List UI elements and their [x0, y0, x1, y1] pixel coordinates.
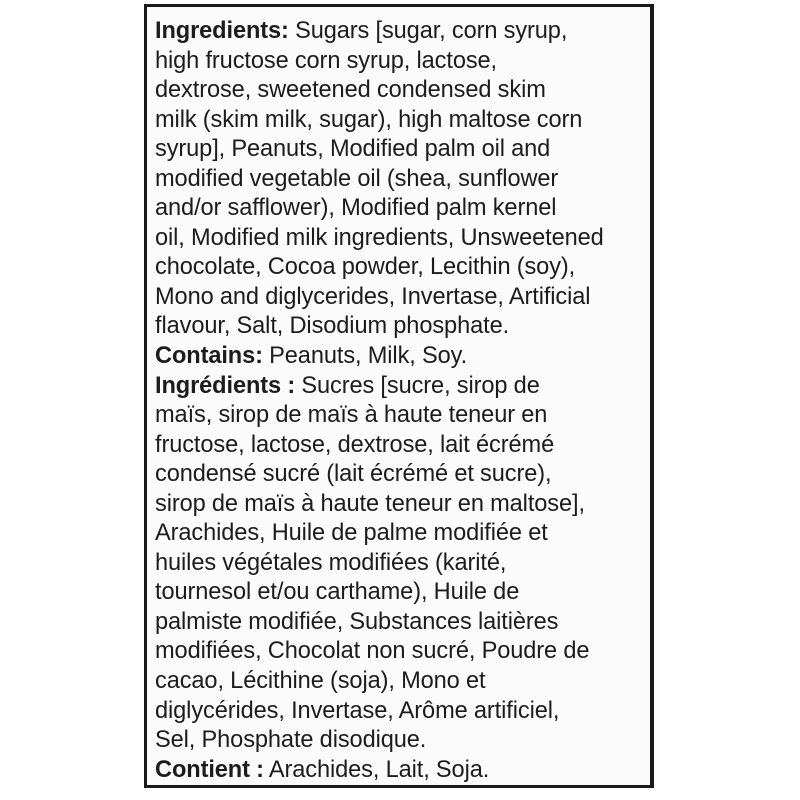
en-ingredients-line-1: [155, 17, 644, 47]
en-ingredients-heading: Ingredients:: [155, 18, 289, 44]
fr-ingredients-line: diglycérides, Invertase, Arôme artificiel,: [155, 697, 560, 724]
en-ingredients-line: high fructose corn syrup, lactose,: [155, 47, 498, 74]
ingredients-text-block: [155, 17, 644, 785]
fr-ingredients-line: Sel, Phosphate disodique.: [155, 727, 427, 754]
fr-ingredients-text: Sucres [sucre, sirop de: [295, 372, 540, 399]
en-ingredients-line: syrup], Peanuts, Modified palm oil and: [155, 136, 551, 163]
en-ingredients-text: Sugars [sugar, corn syrup,: [288, 18, 568, 44]
fr-ingredients-line: Arachides, Huile de palme modifiée et: [155, 520, 548, 547]
en-ingredients-line: Mono and diglycerides, Invertase, Artificial: [155, 283, 591, 310]
en-contains-line: [155, 342, 644, 372]
fr-contains-line: [155, 756, 644, 786]
en-ingredients-line: chocolate, Cocoa powder, Lecithin (soy),: [155, 254, 576, 281]
en-ingredients-line: dextrose, sweetened condensed skim: [155, 77, 546, 104]
en-ingredients-line: and/or safflower), Modified palm kernel: [155, 195, 557, 222]
ingredients-label-panel: [144, 4, 654, 788]
fr-ingredients-line: tournesol et/ou carthame), Huile de: [155, 579, 520, 606]
fr-ingredients-line-1: [155, 372, 644, 402]
fr-ingredients-line: huiles végétales modifiées (karité,: [155, 549, 507, 576]
fr-ingredients-line: sirop de maïs à haute teneur en maltose],: [155, 490, 585, 517]
fr-ingredients-line: cacao, Lécithine (soja), Mono et: [155, 668, 486, 695]
fr-ingredients-heading: Ingrédients :: [155, 372, 296, 399]
fr-ingredients-line: maïs, sirop de maïs à haute teneur en: [155, 402, 548, 429]
fr-ingredients-line: fructose, lactose, dextrose, lait écrémé: [155, 431, 555, 458]
fr-contains-heading: Contient :: [155, 756, 264, 783]
fr-ingredients-line: palmiste modifiée, Substances laitières: [155, 608, 559, 635]
en-ingredients-line: oil, Modified milk ingredients, Unsweetened: [155, 224, 604, 251]
en-ingredients-line: flavour, Salt, Disodium phosphate.: [155, 313, 510, 340]
fr-ingredients-line: modifiées, Chocolat non sucré, Poudre de: [155, 638, 590, 665]
fr-contains-text: Arachides, Lait, Soja.: [263, 756, 490, 783]
en-contains-heading: Contains:: [155, 343, 263, 370]
en-ingredients-line: modified vegetable oil (shea, sunflower: [155, 165, 559, 192]
fr-ingredients-line: condensé sucré (lait écrémé et sucre),: [155, 461, 552, 488]
en-contains-text: Peanuts, Milk, Soy.: [262, 343, 468, 370]
en-ingredients-line: milk (skim milk, sugar), high maltose corn: [155, 106, 583, 133]
